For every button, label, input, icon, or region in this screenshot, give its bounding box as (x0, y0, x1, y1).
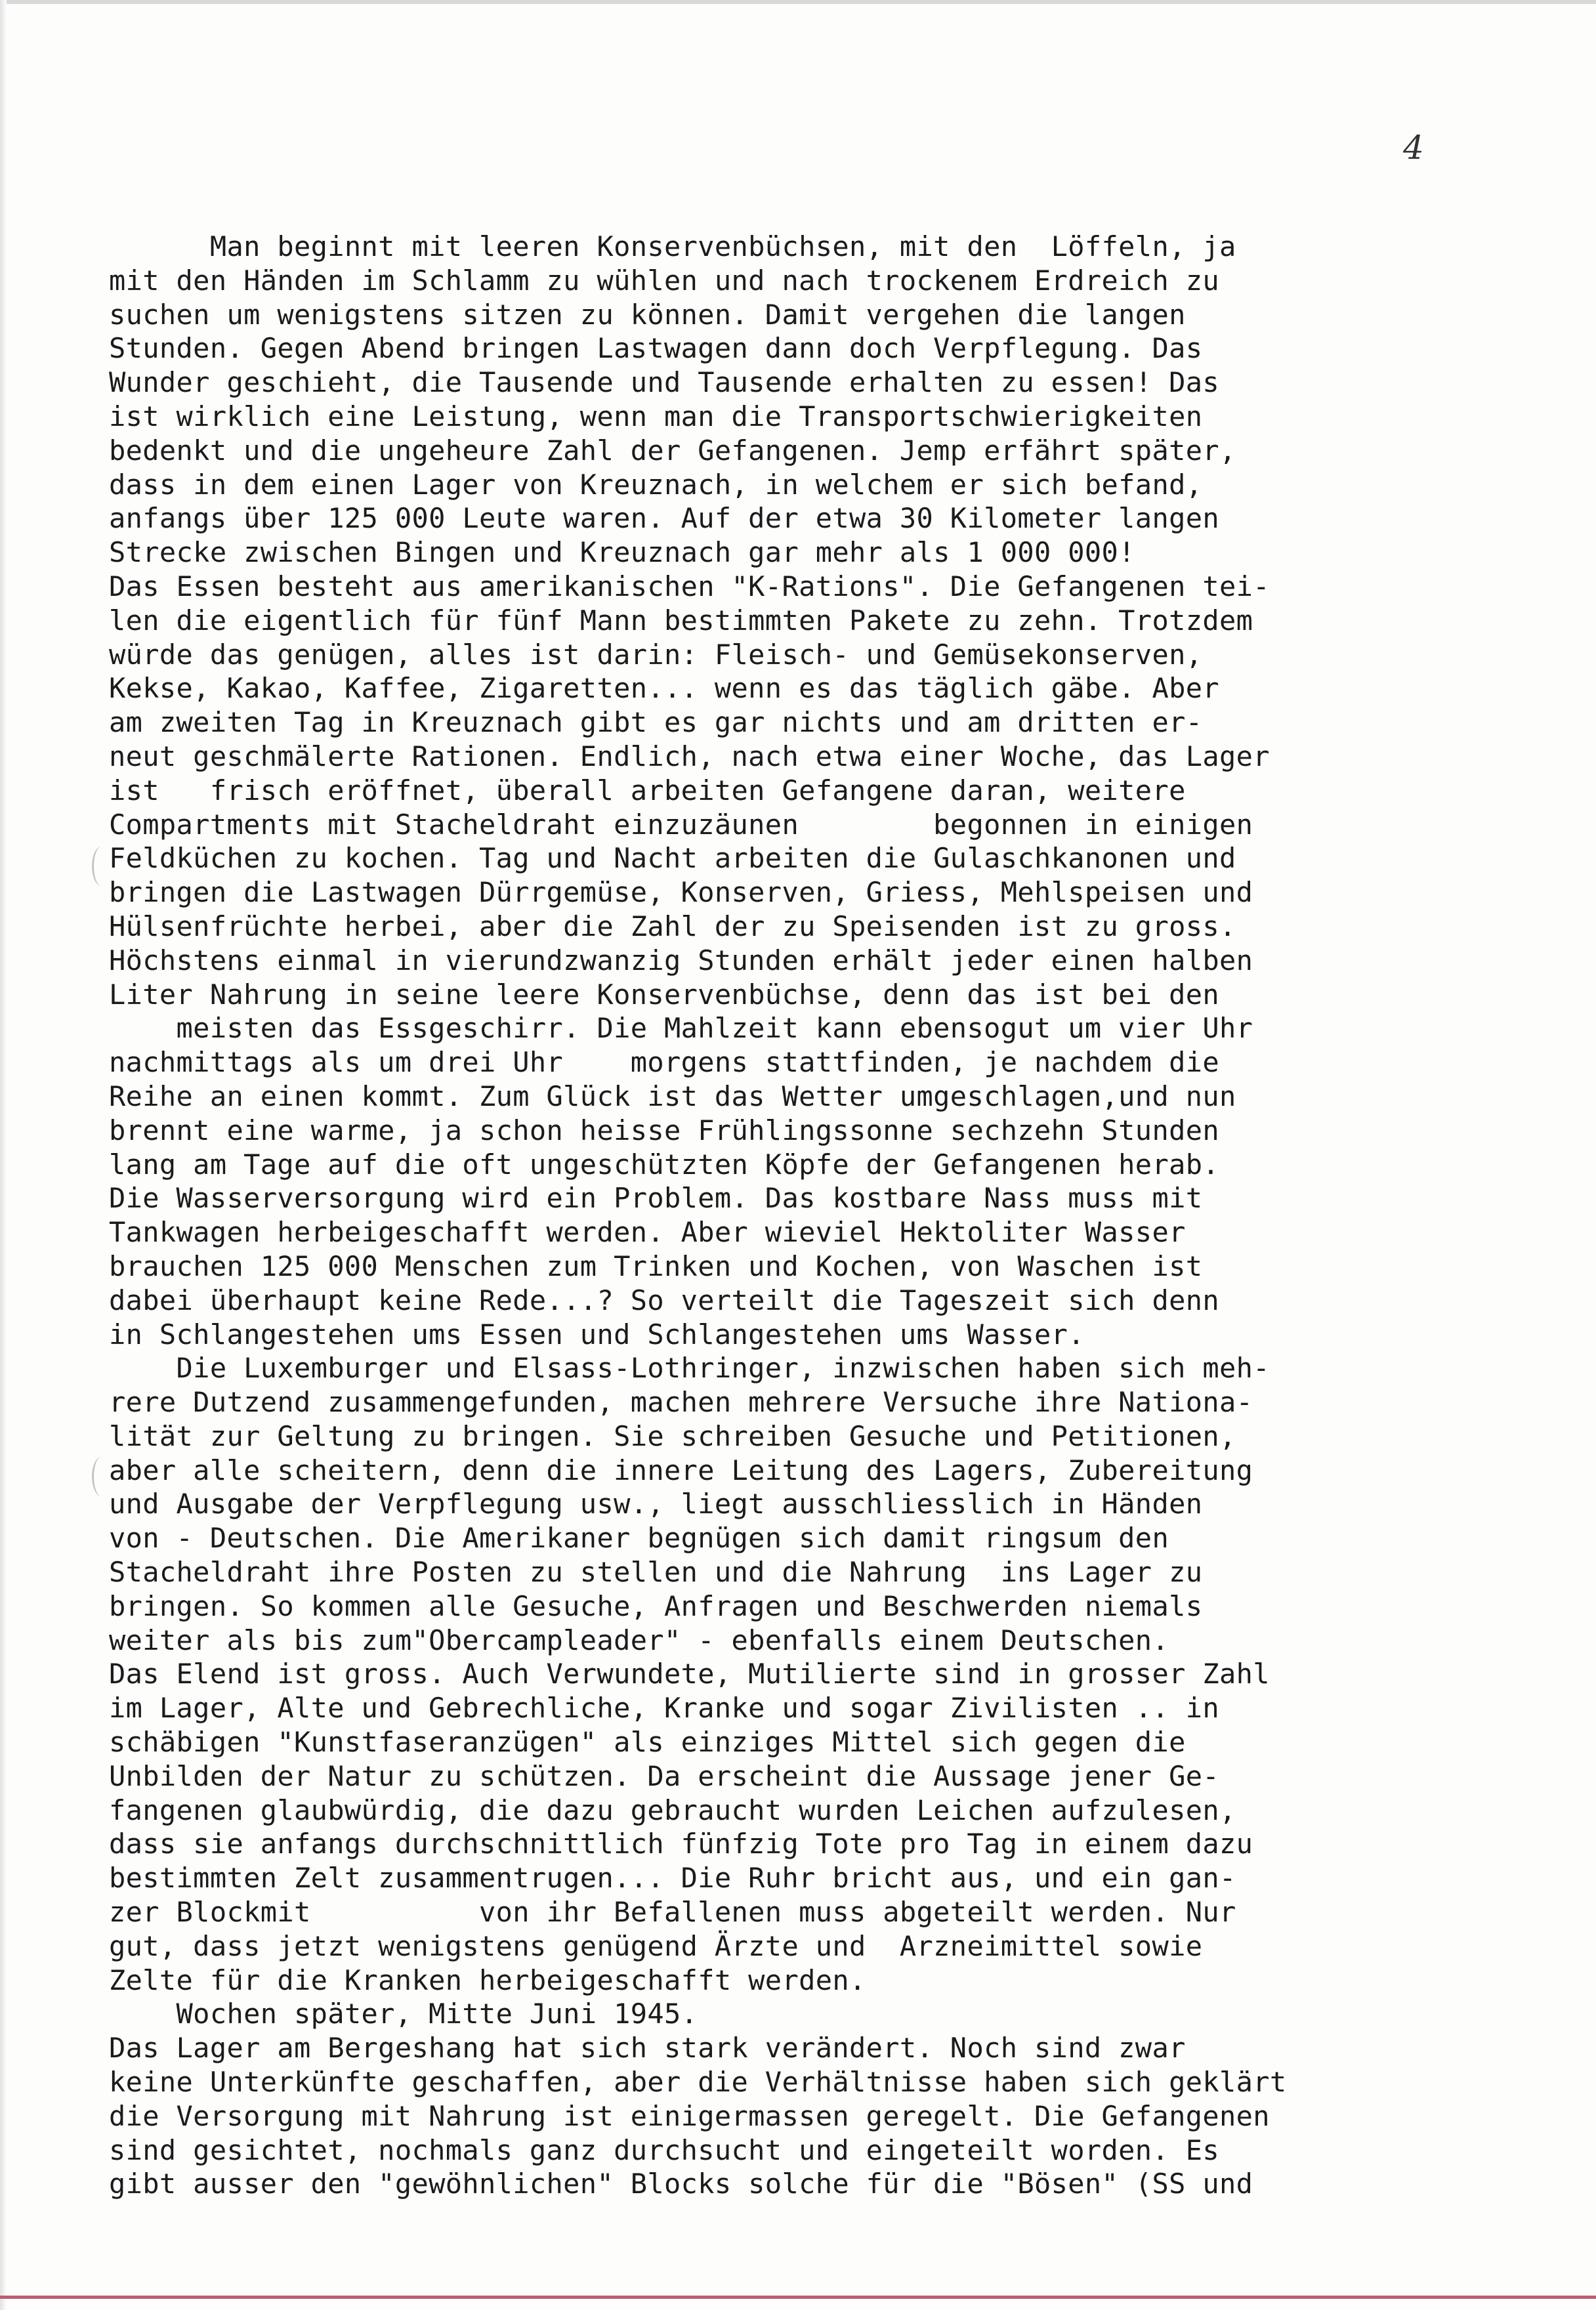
typewritten-text-body (109, 230, 1507, 2201)
text-line: bedenkt und die ungeheure Zahl der Gefangenen. Jemp erfährt später, (109, 434, 1236, 467)
text-line: Das Essen besteht aus amerikanischen "K-Rations". Die Gefangenen tei- (109, 570, 1270, 602)
text-line: fangenen glaubwürdig, die dazu gebraucht wurden Leichen aufzulesen, (109, 1794, 1236, 1826)
text-line: Tankwagen herbeigeschafft werden. Aber wieviel Hektoliter Wasser (109, 1216, 1186, 1249)
text-line: keine Unterkünfte geschaffen, aber die Verhältnisse haben sich geklärt (109, 2066, 1287, 2099)
text-line: Wochen später, Mitte Juni 1945. (109, 1998, 698, 2030)
text-line: dass sie anfangs durchschnittlich fünfzig Tote pro Tag in einem dazu (109, 1828, 1253, 1860)
text-line: dabei überhaupt keine Rede...? So verteilt die Tageszeit sich denn (109, 1284, 1219, 1316)
text-line: mit den Händen im Schlamm zu wühlen und nach trockenem Erdreich zu (109, 264, 1219, 297)
page-top-edge (0, 0, 1596, 4)
text-line: Stacheldraht ihre Posten zu stellen und die Nahrung ins Lager zu (109, 1556, 1203, 1589)
text-line: nachmittags als um drei Uhr morgens stattfinden, je nachdem die (109, 1046, 1219, 1079)
text-line: Reihe an einen kommt. Zum Glück ist das Wetter umgeschlagen,und nun (109, 1080, 1236, 1112)
text-line: Das Elend ist gross. Auch Verwundete, Mutilierte sind in grosser Zahl (109, 1658, 1270, 1690)
text-line: die Versorgung mit Nahrung ist einigermassen geregelt. Die Gefangenen (109, 2099, 1270, 2132)
text-line: Zelte für die Kranken herbeigeschafft werden. (109, 1964, 866, 1996)
text-line: Das Lager am Bergeshang hat sich stark verändert. Noch sind zwar (109, 2032, 1186, 2065)
text-line: bringen die Lastwagen Dürrgemüse, Konserven, Griess, Mehlspeisen und (109, 876, 1253, 909)
punch-hole-mark (92, 847, 111, 886)
text-line: suchen um wenigstens sitzen zu können. Damit vergehen die langen (109, 298, 1186, 331)
text-line: Strecke zwischen Bingen und Kreuznach gar mehr als 1 000 000! (109, 536, 1135, 569)
bottom-border-line (0, 2296, 1596, 2299)
text-line: schäbigen "Kunstfaseranzügen" als einziges Mittel sich gegen die (109, 1726, 1186, 1759)
text-line: brauchen 125 000 Menschen zum Trinken und Kochen, von Waschen ist (109, 1250, 1203, 1282)
text-line: Man beginnt mit leeren Konservenbüchsen, mit den Löffeln, ja (109, 230, 1236, 262)
punch-hole-mark (92, 1457, 111, 1496)
text-line: aber alle scheitern, denn die innere Leitung des Lagers, Zubereitung (109, 1454, 1253, 1486)
text-line: brennt eine warme, ja schon heisse Frühlingssonne sechzehn Stunden (109, 1114, 1219, 1146)
text-line: Höchstens einmal in vierundzwanzig Stunden erhält jeder einen halben (109, 944, 1253, 976)
text-line: zer Blockmit von ihr Befallenen muss abgeteilt werden. Nur (109, 1896, 1236, 1929)
text-line: meisten das Essgeschirr. Die Mahlzeit kann ebensogut um vier Uhr (109, 1012, 1253, 1045)
text-line: in Schlangestehen ums Essen und Schlangestehen ums Wasser. (109, 1318, 1085, 1351)
text-line: am zweiten Tag in Kreuznach gibt es gar nichts und am dritten er- (109, 706, 1203, 739)
text-line: rere Dutzend zusammengefunden, machen mehrere Versuche ihre Nationa- (109, 1386, 1253, 1419)
text-line: Stunden. Gegen Abend bringen Lastwagen dann doch Verpflegung. Das (109, 332, 1203, 365)
text-line: würde das genügen, alles ist darin: Fleisch- und Gemüsekonserven, (109, 638, 1203, 671)
text-line: len die eigentlich für fünf Mann bestimmten Pakete zu zehn. Trotzdem (109, 604, 1253, 637)
text-line: neut geschmälerte Rationen. Endlich, nach etwa einer Woche, das Lager (109, 740, 1270, 772)
text-line: von - Deutschen. Die Amerikaner begnügen sich damit ringsum den (109, 1522, 1169, 1555)
text-line: bringen. So kommen alle Gesuche, Anfragen und Beschwerden niemals (109, 1589, 1203, 1622)
text-line: sind gesichtet, nochmals ganz durchsucht und eingeteilt worden. Es (109, 2133, 1219, 2166)
text-line: bestimmten Zelt zusammentrugen... Die Ruhr bricht aus, und ein gan- (109, 1862, 1236, 1895)
text-line: gibt ausser den "gewöhnlichen" Blocks solche für die "Bösen" (SS und (109, 2168, 1253, 2200)
text-line: ist wirklich eine Leistung, wenn man die Transportschwierigkeiten (109, 400, 1203, 432)
page-left-edge (0, 0, 7, 2310)
text-line: im Lager, Alte und Gebrechliche, Kranke und sogar Zivilisten .. in (109, 1692, 1219, 1725)
text-line: Die Luxemburger und Elsass-Lothringer, inzwischen haben sich meh- (109, 1352, 1270, 1385)
text-line: Die Wasserversorgung wird ein Problem. Das kostbare Nass muss mit (109, 1182, 1203, 1215)
text-line: Liter Nahrung in seine leere Konservenbüchse, denn das ist bei den (109, 978, 1219, 1011)
text-line: Hülsenfrüchte herbei, aber die Zahl der zu Speisenden ist zu gross. (109, 910, 1236, 942)
text-line: lität zur Geltung zu bringen. Sie schreiben Gesuche und Petitionen, (109, 1419, 1236, 1452)
text-line: anfangs über 125 000 Leute waren. Auf der etwa 30 Kilometer langen (109, 502, 1219, 535)
text-line: Unbilden der Natur zu schützen. Da erscheint die Aussage jener Ge- (109, 1759, 1219, 1792)
text-line: ist frisch eröffnet, überall arbeiten Gefangene daran, weitere (109, 774, 1186, 807)
text-line: dass in dem einen Lager von Kreuznach, in welchem er sich befand, (109, 468, 1203, 501)
text-line: lang am Tage auf die oft ungeschützten Köpfe der Gefangenen herab. (109, 1148, 1219, 1181)
text-line: und Ausgabe der Verpflegung usw., liegt ausschliesslich in Händen (109, 1488, 1203, 1521)
text-line: Compartments mit Stacheldraht einzuzäunen begonnen in einigen (109, 808, 1253, 841)
page-number: 4 (1403, 129, 1424, 167)
text-line: weiter als bis zum"Obercampleader" - ebenfalls einem Deutschen. (109, 1624, 1169, 1656)
text-line: Feldküchen zu kochen. Tag und Nacht arbeiten die Gulaschkanonen und (109, 842, 1236, 875)
text-line: gut, dass jetzt wenigstens genügend Ärzte und Arzneimittel sowie (109, 1929, 1203, 1962)
text-line: Wunder geschieht, die Tausende und Tausende erhalten zu essen! Das (109, 366, 1219, 399)
text-line: Kekse, Kakao, Kaffee, Zigaretten... wenn es das täglich gäbe. Aber (109, 672, 1219, 705)
